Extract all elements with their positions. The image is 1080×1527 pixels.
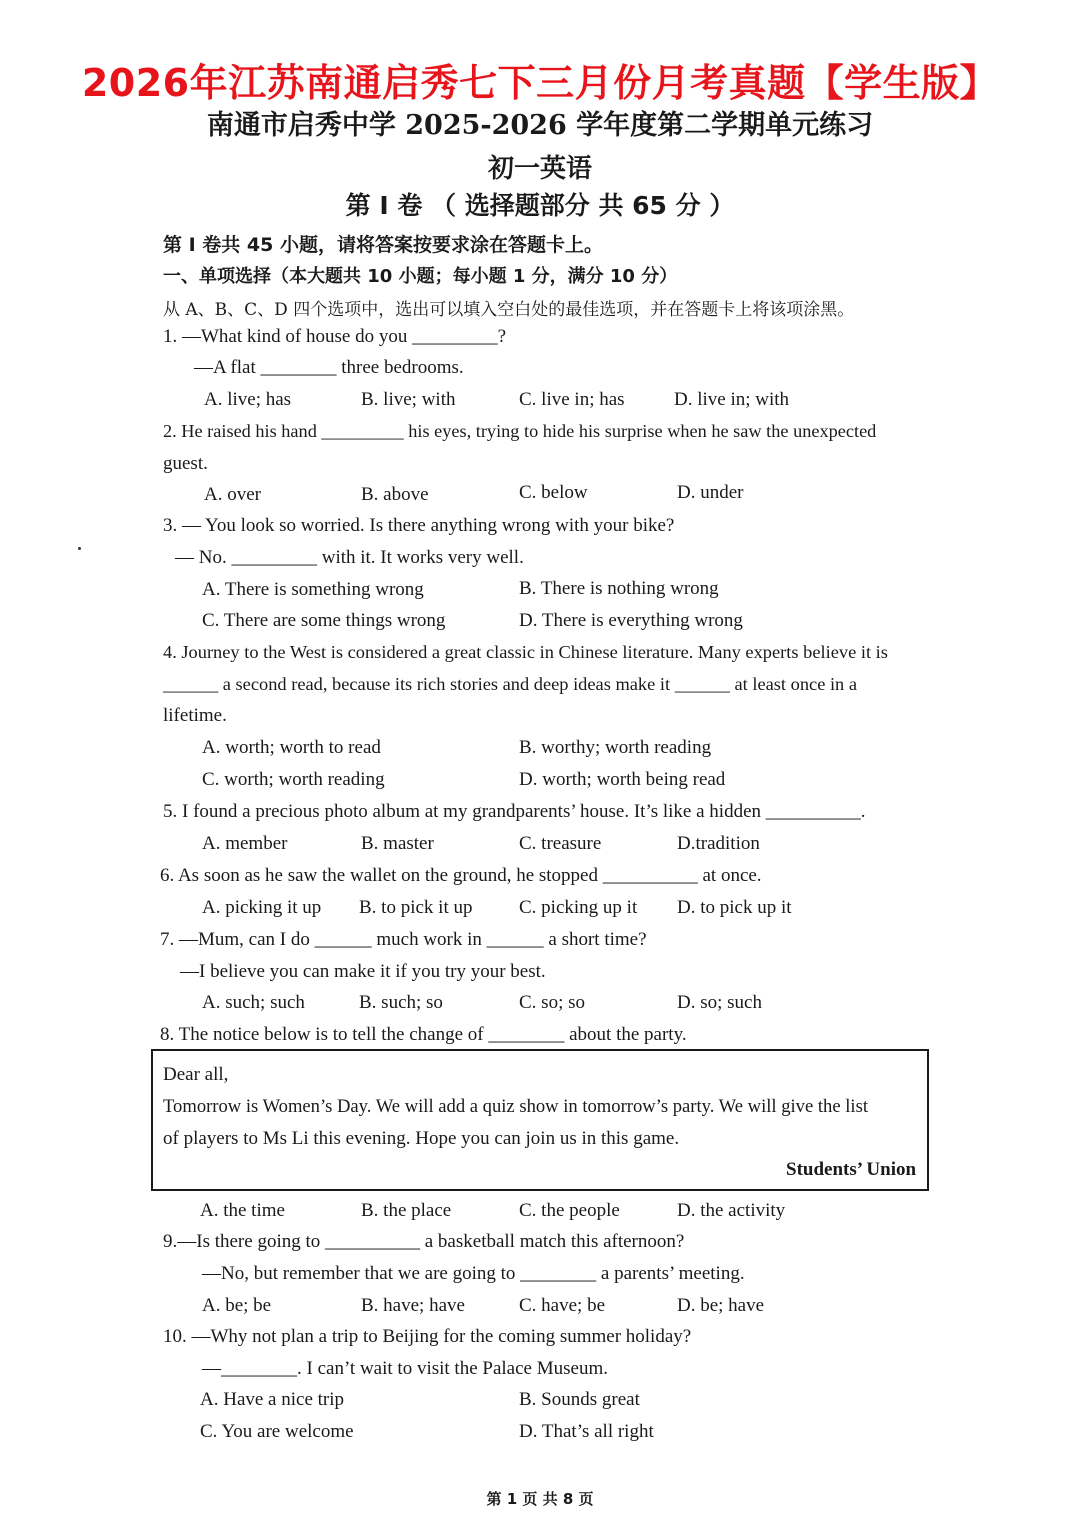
question-1-option-b: B. live; with [361,389,456,410]
school-title: 南通市启秀中学 2025-2026 学年度第二学期单元练习 [206,110,874,141]
question-2-option-b: B. above [361,484,429,505]
question-10-option-a: A. Have a nice trip [200,1389,345,1410]
banner-title: 2026年江苏南通启秀七下三月份月考真题【学生版】 [81,61,999,105]
notice-signature: Students’ Union [786,1159,917,1180]
page-number: 第 1 页 共 8 页 [486,1490,594,1508]
question-6-option-c: C. picking up it [519,897,638,918]
question-2-option-d: D. under [677,482,744,503]
question-3-option-c: C. There are some things wrong [202,610,446,631]
question-1-reply: —A flat ________ three bedrooms. [194,357,464,378]
question-4-option-a: A. worth; worth to read [202,737,381,758]
question-7-stem: 7. —Mum, can I do ______ much work in ______ a short time? [160,929,647,950]
question-9-option-a: A. be; be [202,1295,272,1316]
question-4-option-d: D. worth; worth being read [519,769,726,790]
question-3-reply: — No. _________ with it. It works very well. [175,547,524,568]
question-3-option-d: D. There is everything wrong [519,610,743,631]
notice-line-2: of players to Ms Li this evening. Hope you can join us in this game. [163,1128,680,1149]
question-10-option-d: D. That’s all right [519,1421,654,1442]
notice-line-1: Tomorrow is Women’s Day. We will add a quiz show in tomorrow’s party. We will give the list [163,1096,868,1117]
question-9-option-b: B. have; have [361,1295,465,1316]
volume-title: 第 I 卷 （ 选择题部分 共 65 分 ） [345,191,735,220]
notice-greeting: Dear all, [163,1064,229,1085]
question-4-option-c: C. worth; worth reading [202,769,385,790]
question-2-stem: 2. He raised his hand _________ his eyes, trying to hide his surprise when he saw the unexpected [163,421,877,441]
question-9-option-d: D. be; have [677,1295,765,1316]
question-7-reply: —I believe you can make it if you try your best. [180,961,546,982]
question-8-option-a: A. the time [200,1200,285,1221]
question-10-stem: 10. —Why not plan a trip to Beijing for the coming summer holiday? [163,1326,692,1347]
question-5-option-b: B. master [361,833,434,854]
question-1-stem: 1. —What kind of house do you _________? [163,326,507,347]
question-6-option-a: A. picking it up [202,897,322,918]
question-7-option-c: C. so; so [519,992,585,1013]
scan-speck [78,547,81,550]
question-8-option-b: B. the place [361,1200,452,1221]
question-4-stem-end: lifetime. [163,705,227,726]
question-10-option-b: B. Sounds great [519,1389,640,1410]
question-1-option-c: C. live in; has [519,389,625,410]
question-6-option-d: D. to pick up it [677,897,792,918]
question-1-option-d: D. live in; with [674,389,790,410]
question-9-stem: 9.—Is there going to __________ a basketball match this afternoon? [163,1231,685,1252]
question-10-reply: —________. I can’t wait to visit the Palace Museum. [202,1358,608,1379]
question-2-option-a: A. over [204,484,261,505]
question-7-option-b: B. such; so [359,992,443,1013]
question-9-reply: —No, but remember that we are going to ________ a parents’ meeting. [202,1263,745,1284]
instruction-line-3: 从 A、B、C、D 四个选项中，选出可以填入空白处的最佳选项，并在答题卡上将该项涂黑。 [163,300,855,320]
question-3-option-b: B. There is nothing wrong [519,578,719,599]
question-8-stem: 8. The notice below is to tell the change of ________ about the party. [160,1024,687,1045]
question-5-stem: 5. I found a precious photo album at my grandparents’ house. It’s like a hidden __________. [163,801,866,822]
question-2-stem-cont: guest. [163,453,208,474]
question-4-stem: 4. Journey to the West is considered a great classic in Chinese literature. Many experts believe it is [163,642,888,662]
question-4-option-b: B. worthy; worth reading [519,737,712,758]
question-1-option-a: A. live; has [204,389,292,410]
question-3-stem: 3. — You look so worried. Is there anything wrong with your bike? [163,515,675,536]
question-3-option-a: A. There is something wrong [202,579,424,600]
subject-title: 初一英语 [487,154,592,184]
question-9-option-c: C. have; be [519,1295,606,1316]
question-7-option-d: D. so; such [677,992,762,1013]
question-10-option-c: C. You are welcome [200,1421,354,1442]
question-8-option-c: C. the people [519,1200,620,1221]
question-5-option-c: C. treasure [519,833,602,854]
question-6-option-b: B. to pick it up [359,897,473,918]
question-8-option-d: D. the activity [677,1200,786,1221]
question-6-stem: 6. As soon as he saw the wallet on the ground, he stopped __________ at once. [160,865,762,886]
question-7-option-a: A. such; such [202,992,305,1013]
instruction-line-1: 第 I 卷共 45 小题，请将答案按要求涂在答题卡上。 [163,234,603,256]
question-4-stem-cont: ______ a second read, because its rich stories and deep ideas make it ______ at least once in a [163,674,858,694]
section-heading: 一、单项选择（本大题共 10 小题；每小题 1 分，满分 10 分） [163,266,678,287]
question-5-option-a: A. member [202,833,288,854]
question-5-option-d: D.tradition [677,833,760,854]
question-2-option-c: C. below [519,482,588,503]
